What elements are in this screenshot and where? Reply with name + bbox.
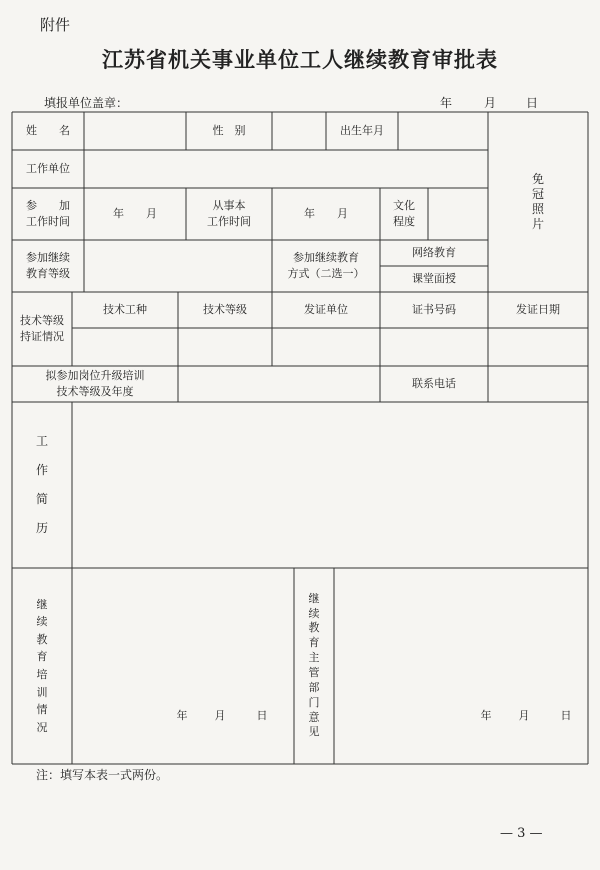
dept-opinion-label-char: 育 — [308, 636, 320, 650]
level-label: 参加继续 教育等级 — [26, 251, 70, 280]
training-label-char: 培 — [36, 668, 48, 681]
grade-header: 技术等级 — [203, 303, 247, 317]
birth-label: 出生年月 — [340, 124, 384, 138]
photo-label-char: 片 — [531, 217, 544, 231]
cert-no-header: 证书号码 — [412, 303, 456, 317]
method-label: 参加继续教育 方式（二选一） — [287, 251, 365, 280]
dept-opinion-label-char: 主 — [308, 651, 320, 665]
resume-label-char: 历 — [35, 520, 48, 535]
name-label: 姓 名 — [26, 124, 70, 138]
online-option: 网络教育 — [412, 246, 456, 260]
photo-label-char: 冠 — [531, 187, 544, 201]
training-label-char: 况 — [36, 720, 48, 734]
training-month: 月 — [214, 709, 226, 723]
header-month: 月 — [484, 96, 497, 110]
work-type-header: 技术工种 — [103, 303, 147, 317]
page-number: — 3 — — [500, 826, 543, 841]
education-label: 文化 程度 — [393, 199, 415, 228]
unit-seal-label: 填报单位盖章： — [44, 96, 129, 110]
dept-opinion-label-char: 继 — [308, 591, 320, 605]
dept-opinion-label-char: 意 — [308, 710, 320, 724]
dept-opinion-label-char: 门 — [308, 695, 320, 709]
header-year: 年 — [440, 96, 453, 110]
training-day: 日 — [256, 709, 268, 723]
training-label-char: 教 — [36, 632, 48, 646]
training-label-char: 续 — [36, 615, 48, 629]
dept-opinion-label-char: 管 — [308, 666, 320, 679]
workplace-label: 工作单位 — [26, 162, 70, 176]
training-label-char: 训 — [36, 685, 48, 699]
resume-label-char: 作 — [35, 463, 48, 478]
resume-label — [12, 402, 72, 568]
photo-label-char: 照 — [531, 202, 544, 216]
training-label-char: 情 — [36, 703, 48, 717]
join-work-time-label: 参 加 工作时间 — [26, 199, 70, 228]
opinion-year: 年 — [480, 709, 492, 723]
dept-opinion-label-char: 部 — [308, 680, 320, 694]
issue-date-header: 发证日期 — [516, 303, 560, 317]
planned-level-label: 拟参加岗位升级培训 技术等级及年度 — [45, 369, 145, 398]
join-year-month: 年 月 — [113, 207, 157, 221]
training-label-char: 继 — [36, 597, 48, 611]
classroom-option: 课堂面授 — [412, 272, 456, 286]
engage-time-label: 从事本 工作时间 — [207, 199, 251, 228]
opinion-day: 日 — [560, 709, 572, 723]
gender-label: 性 别 — [212, 124, 246, 138]
phone-label: 联系电话 — [412, 377, 456, 391]
photo-label — [488, 112, 588, 292]
cert-label: 技术等级 持证情况 — [20, 314, 64, 343]
training-year: 年 — [176, 709, 188, 723]
header-day: 日 — [526, 96, 539, 110]
photo-label-char: 免 — [531, 172, 544, 186]
training-label-char: 育 — [36, 650, 48, 664]
footnote: 注：填写本表一式两份。 — [36, 768, 169, 782]
resume-label-char: 简 — [35, 492, 48, 506]
dept-opinion-label-char: 续 — [308, 606, 320, 620]
engage-year-month: 年 月 — [304, 207, 348, 221]
issuer-header: 发证单位 — [304, 303, 348, 317]
opinion-month: 月 — [518, 709, 530, 723]
dept-opinion-label-char: 见 — [308, 725, 320, 739]
training-label — [12, 568, 72, 764]
attachment-label: 附件 — [40, 16, 71, 34]
resume-label-char: 工 — [35, 434, 48, 449]
dept-opinion-label — [294, 568, 334, 764]
dept-opinion-label-char: 教 — [308, 621, 320, 635]
page-title: 江苏省机关事业单位工人继续教育审批表 — [102, 47, 498, 72]
